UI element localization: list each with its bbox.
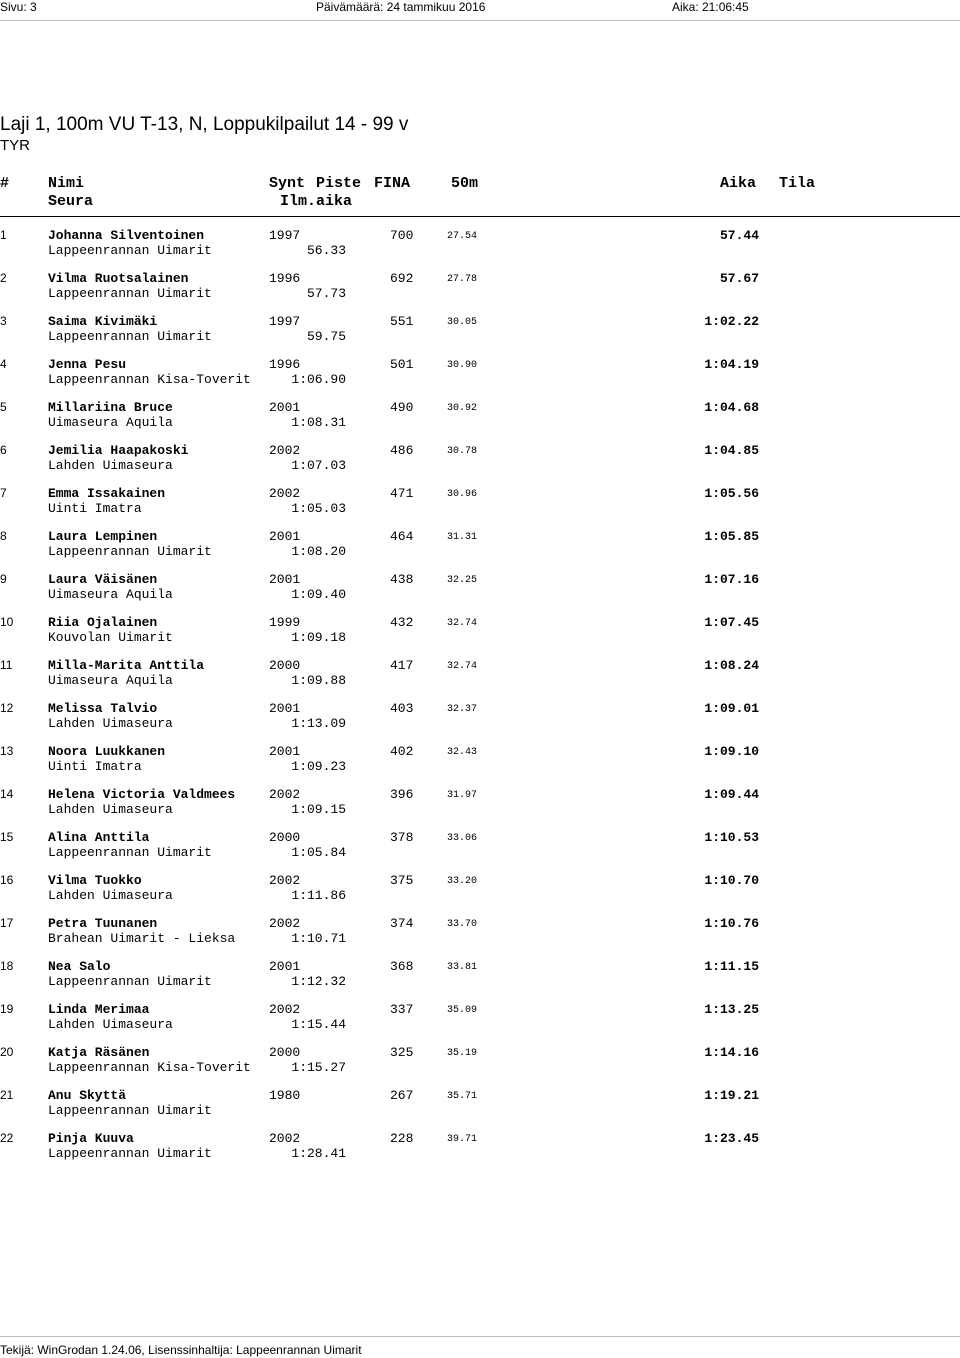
fina-points: 325 (390, 1045, 414, 1060)
swimmer-name: Petra Tuunanen (48, 916, 158, 931)
table-row (0, 443, 960, 473)
final-time: 1:09.01 (704, 701, 759, 716)
swimmer-name: Johanna Silventoinen (48, 228, 205, 243)
fina-points: 402 (390, 744, 414, 759)
final-time: 1:19.21 (704, 1088, 759, 1103)
table-row (0, 271, 960, 301)
result-place: 18 (0, 959, 14, 973)
split-50m: 31.97 (447, 790, 478, 801)
club-name: Lahden Uimaseura (48, 802, 173, 817)
result-place: 4 (0, 357, 7, 371)
final-time: 1:09.44 (704, 787, 759, 802)
col-entry-time: Ilm.aika (280, 193, 353, 210)
club-name: Uinti Imatra (48, 759, 142, 774)
fina-points: 438 (390, 572, 414, 587)
swimmer-name: Laura Väisänen (48, 572, 158, 587)
entry-time: 1:06.90 (291, 372, 346, 387)
final-time: 1:05.85 (704, 529, 759, 544)
birth-year: 2002 (269, 486, 301, 501)
table-row (0, 572, 960, 602)
table-row (0, 701, 960, 731)
split-50m: 32.25 (447, 575, 478, 586)
table-row (0, 744, 960, 774)
club-name: Lappeenrannan Uimarit (48, 845, 212, 860)
final-time: 1:07.45 (704, 615, 759, 630)
fina-points: 490 (390, 400, 414, 415)
footer-rule (0, 1336, 960, 1337)
club-name: Lahden Uimaseura (48, 716, 173, 731)
birth-year: 2002 (269, 873, 301, 888)
col-points: Piste (316, 175, 362, 192)
club-name: Lahden Uimaseura (48, 888, 173, 903)
fina-points: 228 (390, 1131, 414, 1146)
final-time: 57.44 (719, 228, 759, 243)
result-place: 1 (0, 228, 7, 242)
entry-time: 57.73 (306, 286, 346, 301)
table-row (0, 873, 960, 903)
birth-year: 2000 (269, 1045, 301, 1060)
result-place: 3 (0, 314, 7, 328)
fina-points: 464 (390, 529, 414, 544)
swimmer-name: Vilma Ruotsalainen (48, 271, 189, 286)
final-time: 1:14.16 (704, 1045, 759, 1060)
page-number: Sivu: 3 (0, 0, 37, 14)
result-place: 11 (0, 658, 13, 672)
final-time: 1:07.16 (704, 572, 759, 587)
birth-year: 2002 (269, 1002, 301, 1017)
final-time: 1:02.22 (704, 314, 759, 329)
fina-points: 501 (390, 357, 414, 372)
event-subtitle: TYR (0, 137, 30, 154)
table-row (0, 615, 960, 645)
entry-time: 1:10.71 (291, 931, 346, 946)
print-date: Päivämäärä: 24 tammikuu 2016 (316, 0, 486, 14)
result-place: 5 (0, 400, 7, 414)
entry-time: 1:07.03 (291, 458, 346, 473)
swimmer-name: Jenna Pesu (48, 357, 127, 372)
swimmer-name: Katja Räsänen (48, 1045, 150, 1060)
split-50m: 31.31 (447, 532, 478, 543)
col-split: 50m (451, 175, 479, 192)
col-time: Aika (720, 175, 757, 192)
birth-year: 1996 (269, 357, 301, 372)
birth-year: 2000 (269, 830, 301, 845)
split-50m: 30.90 (447, 360, 478, 371)
swimmer-name: Linda Merimaa (48, 1002, 150, 1017)
birth-year: 2002 (269, 443, 301, 458)
entry-time: 1:05.03 (291, 501, 346, 516)
final-time: 1:10.76 (704, 916, 759, 931)
table-row (0, 658, 960, 688)
split-50m: 35.71 (447, 1091, 478, 1102)
result-place: 17 (0, 916, 14, 930)
split-50m: 33.70 (447, 919, 478, 930)
club-name: Kouvolan Uimarit (48, 630, 173, 645)
fina-points: 692 (390, 271, 414, 286)
final-time: 1:10.53 (704, 830, 759, 845)
club-name: Lappeenrannan Uimarit (48, 1146, 212, 1161)
fina-points: 378 (390, 830, 414, 845)
final-time: 1:04.85 (704, 443, 759, 458)
swimmer-name: Melissa Talvio (48, 701, 158, 716)
birth-year: 2002 (269, 787, 301, 802)
split-50m: 32.74 (447, 661, 478, 672)
swimmer-name: Helena Victoria Valdmees (48, 787, 236, 802)
club-name: Lappeenrannan Uimarit (48, 974, 212, 989)
table-row (0, 400, 960, 430)
entry-time: 1:15.44 (291, 1017, 346, 1032)
table-row (0, 1002, 960, 1032)
table-row (0, 314, 960, 344)
col-place: # (0, 175, 10, 192)
split-50m: 32.74 (447, 618, 478, 629)
table-row (0, 830, 960, 860)
club-name: Lappeenrannan Kisa-Toverit (48, 372, 251, 387)
result-place: 6 (0, 443, 7, 457)
swimmer-name: Milla-Marita Anttila (48, 658, 205, 673)
split-50m: 30.78 (447, 446, 478, 457)
club-name: Lappeenrannan Uimarit (48, 544, 212, 559)
print-time: Aika: 21:06:45 (672, 0, 749, 14)
entry-time: 1:09.88 (291, 673, 346, 688)
result-place: 15 (0, 830, 14, 844)
birth-year: 2002 (269, 916, 301, 931)
final-time: 1:04.68 (704, 400, 759, 415)
result-place: 10 (0, 615, 14, 629)
table-row (0, 529, 960, 559)
swimmer-name: Laura Lempinen (48, 529, 158, 544)
entry-time: 56.33 (306, 243, 346, 258)
club-name: Uimaseura Aquila (48, 415, 173, 430)
club-name: Uimaseura Aquila (48, 673, 173, 688)
result-place: 8 (0, 529, 7, 543)
swimmer-name: Pinja Kuuva (48, 1131, 134, 1146)
swimmer-name: Nea Salo (48, 959, 111, 974)
club-name: Lappeenrannan Uimarit (48, 1103, 212, 1118)
fina-points: 486 (390, 443, 414, 458)
header-separator (0, 216, 960, 217)
fina-points: 700 (390, 228, 414, 243)
fina-points: 374 (390, 916, 414, 931)
table-row (0, 1131, 960, 1161)
table-row (0, 916, 960, 946)
swimmer-name: Alina Anttila (48, 830, 150, 845)
split-50m: 33.20 (447, 876, 478, 887)
swimmer-name: Anu Skyttä (48, 1088, 127, 1103)
footer-text: Tekijä: WinGrodan 1.24.06, Lisenssinhaltija: Lappeenrannan Uimarit (0, 1343, 362, 1357)
header-rule (0, 20, 960, 21)
birth-year: 2000 (269, 658, 301, 673)
split-50m: 32.43 (447, 747, 478, 758)
entry-time: 1:05.84 (291, 845, 346, 860)
birth-year: 2001 (269, 572, 301, 587)
birth-year: 1997 (269, 314, 301, 329)
birth-year: 2001 (269, 400, 301, 415)
club-name: Lappeenrannan Uimarit (48, 243, 212, 258)
col-year: Synt (269, 175, 306, 192)
final-time: 1:05.56 (704, 486, 759, 501)
entry-time: 1:13.09 (291, 716, 346, 731)
entry-time: 1:09.40 (291, 587, 346, 602)
fina-points: 403 (390, 701, 414, 716)
split-50m: 30.05 (447, 317, 478, 328)
table-row (0, 357, 960, 387)
swimmer-name: Noora Luukkanen (48, 744, 166, 759)
final-time: 57.67 (719, 271, 759, 286)
fina-points: 551 (390, 314, 414, 329)
result-place: 14 (0, 787, 14, 801)
split-50m: 33.81 (447, 962, 478, 973)
fina-points: 337 (390, 1002, 414, 1017)
birth-year: 2001 (269, 744, 301, 759)
club-name: Brahean Uimarit - Lieksa (48, 931, 236, 946)
final-time: 1:23.45 (704, 1131, 759, 1146)
final-time: 1:10.70 (704, 873, 759, 888)
birth-year: 2002 (269, 1131, 301, 1146)
swimmer-name: Emma Issakainen (48, 486, 166, 501)
split-50m: 32.37 (447, 704, 478, 715)
club-name: Lahden Uimaseura (48, 1017, 173, 1032)
fina-points: 471 (390, 486, 414, 501)
final-time: 1:11.15 (704, 959, 759, 974)
birth-year: 1997 (269, 228, 301, 243)
table-row (0, 1088, 960, 1118)
table-row (0, 787, 960, 817)
fina-points: 368 (390, 959, 414, 974)
entry-time: 1:09.15 (291, 802, 346, 817)
fina-points: 375 (390, 873, 414, 888)
col-name: Nimi (48, 175, 85, 192)
club-name: Lahden Uimaseura (48, 458, 173, 473)
table-row (0, 959, 960, 989)
club-name: Lappeenrannan Kisa-Toverit (48, 1060, 251, 1075)
birth-year: 1980 (269, 1088, 301, 1103)
split-50m: 35.09 (447, 1005, 478, 1016)
result-place: 19 (0, 1002, 14, 1016)
table-row (0, 486, 960, 516)
swimmer-name: Vilma Tuokko (48, 873, 142, 888)
result-place: 9 (0, 572, 7, 586)
swimmer-name: Millariina Bruce (48, 400, 173, 415)
birth-year: 2001 (269, 959, 301, 974)
split-50m: 27.78 (447, 274, 478, 285)
table-row (0, 1045, 960, 1075)
birth-year: 2001 (269, 701, 301, 716)
entry-time: 1:08.31 (291, 415, 346, 430)
fina-points: 267 (390, 1088, 414, 1103)
final-time: 1:04.19 (704, 357, 759, 372)
entry-time: 1:11.86 (291, 888, 346, 903)
split-50m: 27.54 (447, 231, 478, 242)
entry-time: 1:09.18 (291, 630, 346, 645)
entry-time: 1:08.20 (291, 544, 346, 559)
final-time: 1:08.24 (704, 658, 759, 673)
result-place: 16 (0, 873, 14, 887)
entry-time: 59.75 (306, 329, 346, 344)
split-50m: 35.19 (447, 1048, 478, 1059)
result-place: 13 (0, 744, 14, 758)
swimmer-name: Jemilia Haapakoski (48, 443, 189, 458)
entry-time: 1:09.23 (291, 759, 346, 774)
fina-points: 432 (390, 615, 414, 630)
split-50m: 30.92 (447, 403, 478, 414)
final-time: 1:09.10 (704, 744, 759, 759)
club-name: Uinti Imatra (48, 501, 142, 516)
entry-time: 1:28.41 (291, 1146, 346, 1161)
split-50m: 39.71 (447, 1134, 478, 1145)
final-time: 1:13.25 (704, 1002, 759, 1017)
result-place: 7 (0, 486, 7, 500)
swimmer-name: Riia Ojalainen (48, 615, 158, 630)
result-place: 21 (0, 1088, 14, 1102)
col-fina: FINA (374, 175, 411, 192)
club-name: Lappeenrannan Uimarit (48, 329, 212, 344)
birth-year: 1996 (269, 271, 301, 286)
col-club: Seura (48, 193, 94, 210)
entry-time: 1:12.32 (291, 974, 346, 989)
swimmer-name: Saima Kivimäki (48, 314, 158, 329)
result-place: 12 (0, 701, 14, 715)
birth-year: 1999 (269, 615, 301, 630)
birth-year: 2001 (269, 529, 301, 544)
club-name: Lappeenrannan Uimarit (48, 286, 212, 301)
entry-time: 1:15.27 (291, 1060, 346, 1075)
col-status: Tila (779, 175, 816, 192)
split-50m: 30.96 (447, 489, 478, 500)
event-title: Laji 1, 100m VU T-13, N, Loppukilpailut 14 - 99 v (0, 114, 409, 135)
table-row (0, 228, 960, 258)
result-place: 22 (0, 1131, 14, 1145)
fina-points: 396 (390, 787, 414, 802)
club-name: Uimaseura Aquila (48, 587, 173, 602)
fina-points: 417 (390, 658, 414, 673)
result-place: 2 (0, 271, 7, 285)
result-place: 20 (0, 1045, 14, 1059)
split-50m: 33.06 (447, 833, 478, 844)
